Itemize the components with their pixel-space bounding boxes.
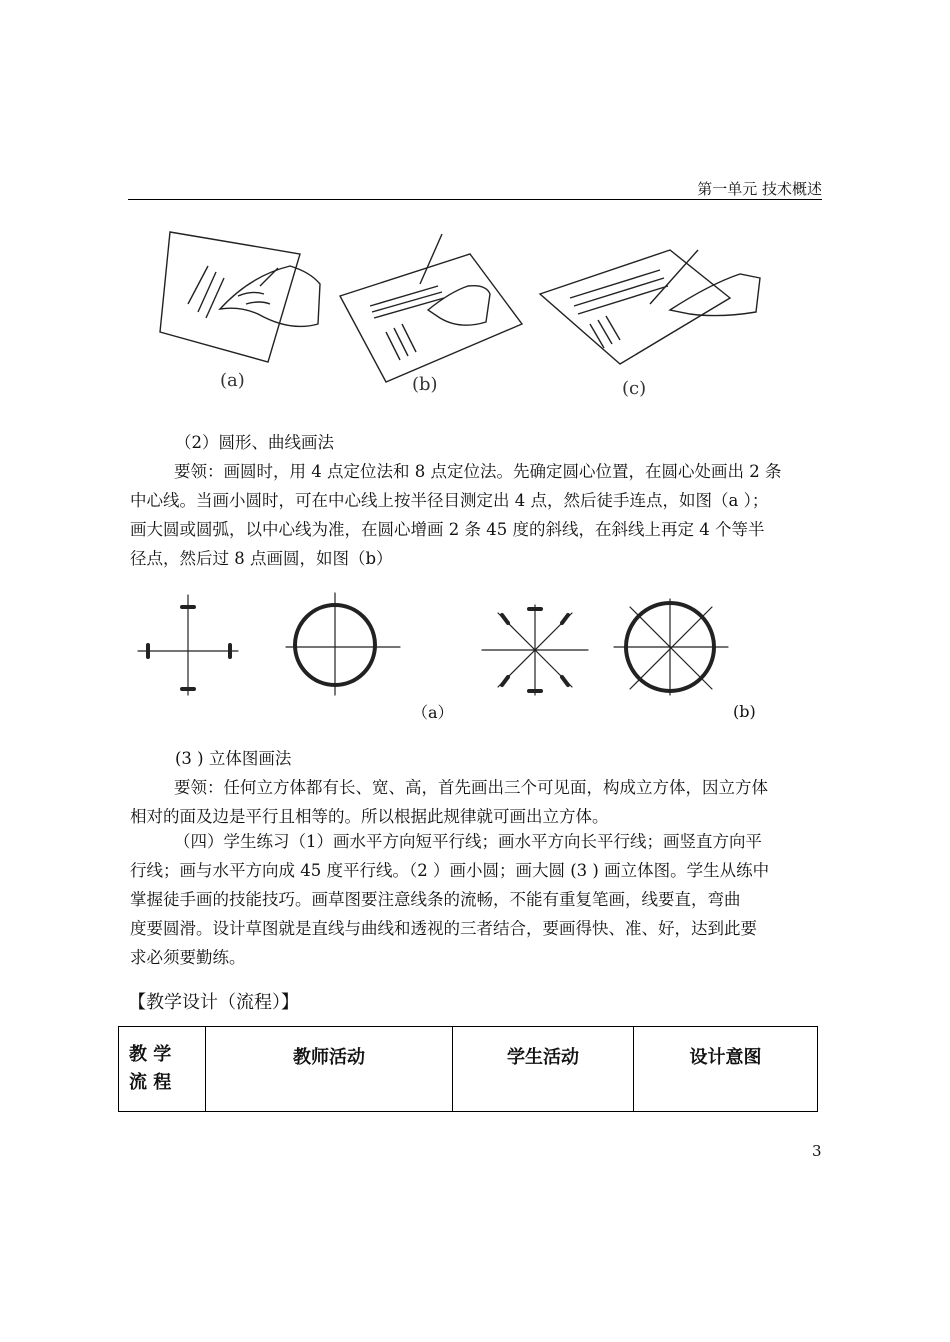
section3-body — [130, 773, 824, 831]
section3-title: (3 ) 立体图画法 — [175, 749, 292, 768]
section2-line: 径点，然后过 8 点画圆，如图（b） — [130, 549, 393, 568]
table-row — [119, 1027, 818, 1112]
table-header-teacher: 教师活动 — [206, 1027, 453, 1112]
paper-b — [340, 254, 522, 382]
section2-body — [130, 457, 824, 573]
section3-line: 要领：任何立方体都有长、宽、高，首先画出三个可见面，构成立方体，因立方体 — [174, 778, 768, 797]
section2-title: （2）圆形、曲线画法 — [175, 433, 334, 452]
section4-line: 行线；画与水平方向成 45 度平行线。（2 ）画小圆；画大圆 (3 ) 画立体图。学生从练中 — [130, 861, 770, 880]
teaching-flow-table — [118, 1026, 818, 1112]
section4-body — [130, 827, 824, 972]
figure1-label-b: (b) — [412, 374, 438, 395]
figure1-label-c: (c) — [622, 378, 647, 399]
section2-line: 中心线。当画小圆时，可在中心线上按半径目测定出 4 点，然后徒手连点，如图（a ）； — [130, 491, 769, 510]
figure2-label-b: (b) — [733, 702, 756, 721]
figure2-label-a: （a） — [412, 703, 454, 722]
section2-line: 要领：画圆时，用 4 点定位法和 8 点定位法。先确定圆心位置，在圆心处画出 2 条 — [174, 462, 782, 481]
section4-line: 度要圆滑。设计草图就是直线与曲线和透视的三者结合，要画得快、准、好，达到此要 — [130, 919, 757, 938]
figure-circle-construction — [130, 585, 770, 705]
paper-c — [540, 250, 730, 364]
table-header-student: 学生活动 — [453, 1027, 634, 1112]
design-section-title: 【教学设计（流程）】 — [128, 992, 299, 1013]
paper-a — [160, 232, 300, 362]
table-header-intent: 设计意图 — [634, 1027, 818, 1112]
section4-line: 掌握徒手画的技能技巧。画草图要注意线条的流畅，不能有重复笔画，线要直，弯曲 — [130, 890, 741, 909]
table-header-flow-line1: 教 学 — [129, 1044, 172, 1065]
table-header-flow — [119, 1027, 206, 1112]
section4-line: 求必须要勤练。 — [130, 948, 246, 967]
figure1-label-a: (a) — [220, 370, 245, 391]
section2-line: 画大圆或圆弧，以中心线为准，在圆心增画 2 条 45 度的斜线，在斜线上再定 4 个等半 — [130, 520, 765, 539]
section3-line: 相对的面及边是平行且相等的。所以根据此规律就可画出立方体。 — [130, 807, 609, 826]
table-header-flow-line2: 流 程 — [129, 1072, 172, 1093]
figure-hand-drawing-illustration — [150, 214, 770, 404]
page-number: 3 — [812, 1142, 822, 1160]
page-header: 第一单元 技术概述 — [697, 180, 822, 198]
header-rule — [128, 199, 822, 200]
section4-line: （四）学生练习（1）画水平方向短平行线；画水平方向长平行线；画竖直方向平 — [174, 832, 762, 851]
